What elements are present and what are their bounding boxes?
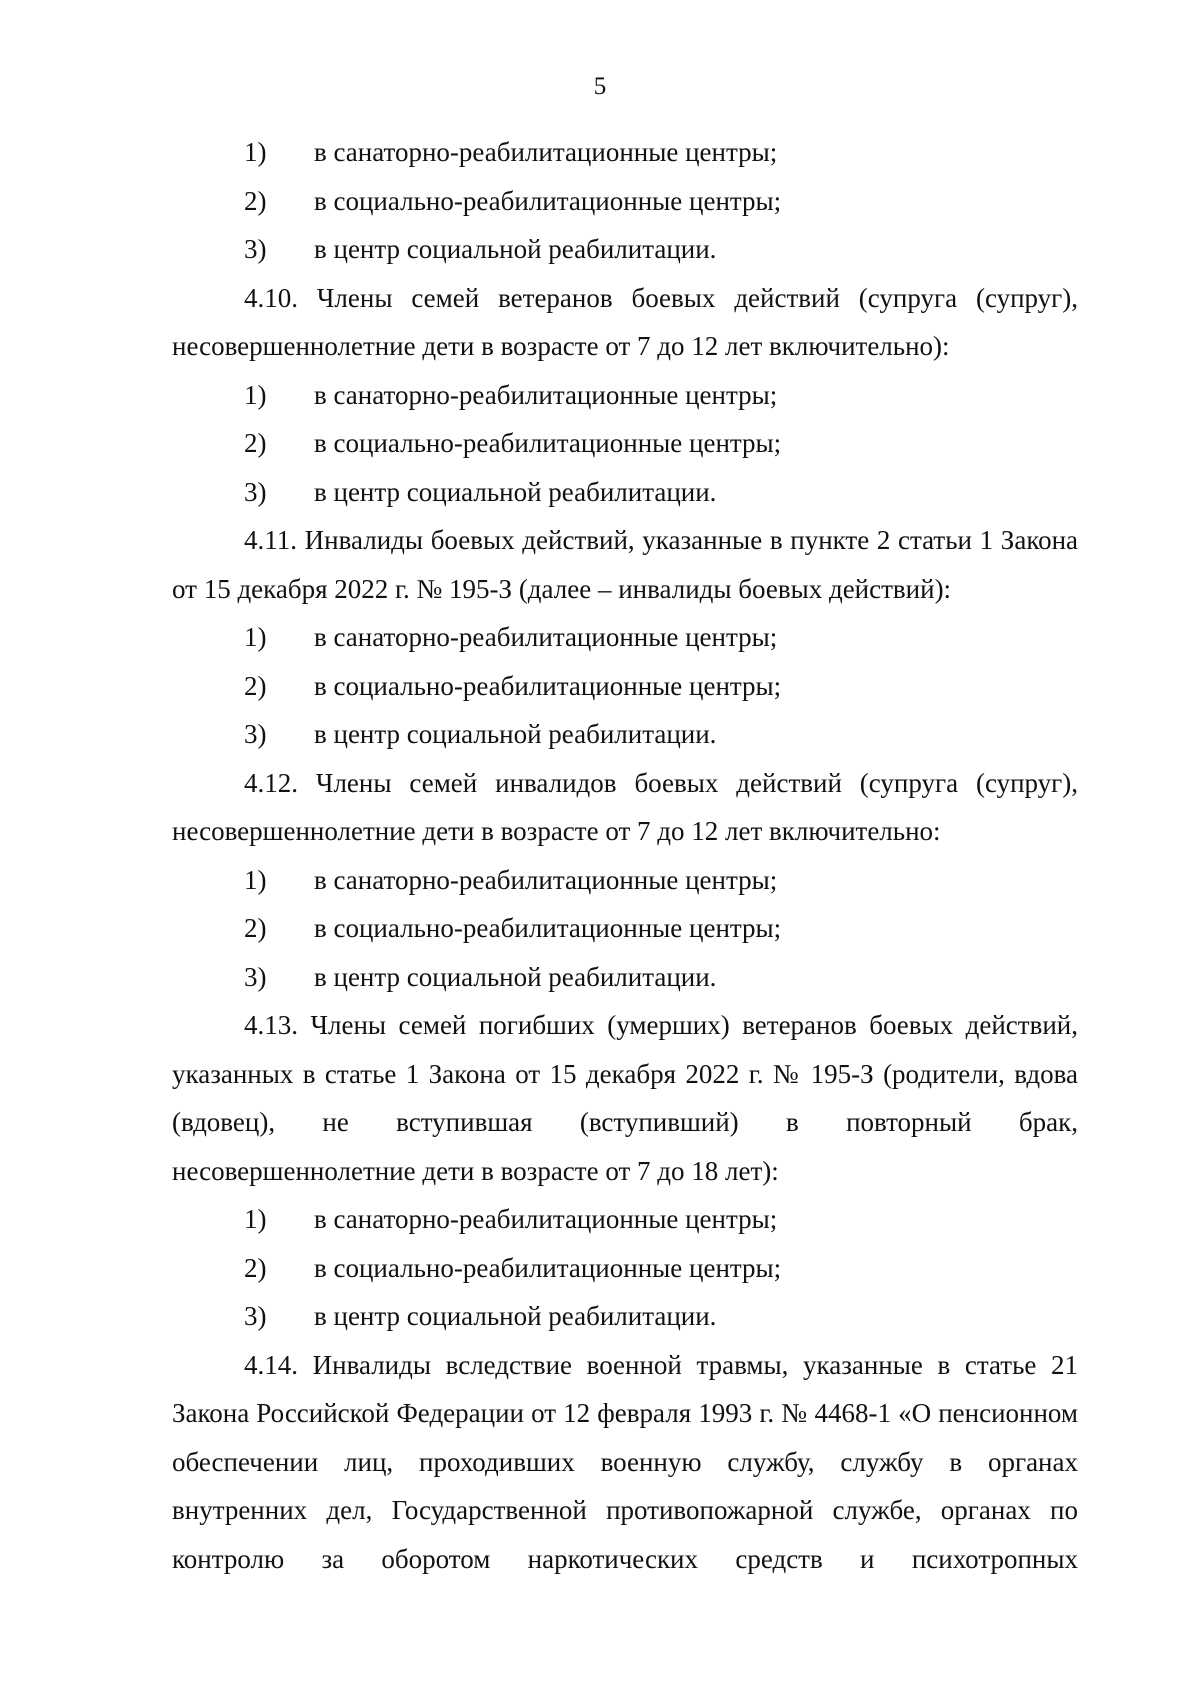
list-item	[172, 953, 1078, 1002]
list-item-text: в социально-реабилитационные центры;	[314, 185, 782, 216]
list-item-number: 1)	[244, 622, 267, 652]
list-item-text: в санаторно-реабилитационные центры;	[314, 864, 778, 895]
list-item-number: 1)	[244, 1204, 267, 1234]
list-item	[172, 128, 1078, 177]
list-item-number: 2)	[244, 185, 267, 216]
list-item-number: 2)	[244, 670, 267, 701]
list-item-number: 3)	[244, 961, 267, 992]
list-item-number: 3)	[244, 234, 267, 264]
list-item-text: в центр социальной реабилитации.	[314, 1301, 717, 1331]
list-item-text: в центр социальной реабилитации.	[314, 234, 717, 264]
paragraph: 4.14. Инвалиды вследствие военной травмы, указанные в статье 21 Закона Российской Федерации от 12 февраля 1993 г. № 4468-1 «О пенсионном обеспечении лиц, проходивших военную службу, службу в органах внутренних дел, Государственной противопожарной службе, органах по контролю за оборотом наркотических средств и психотропных	[172, 1349, 1078, 1574]
paragraph: 4.11. Инвалиды боевых действий, указанные в пункте 2 статьи 1 Закона от 15 декабря 2022 г. № 195-З (далее – инвалиды боевых действий):	[172, 525, 1078, 604]
paragraph: 4.12. Члены семей инвалидов боевых действий (супруга (супруг), несовершеннолетние дети в возрасте от 7 до 12 лет включительно:	[172, 767, 1078, 846]
list-item-number: 1)	[244, 137, 267, 167]
paragraph: 4.10. Члены семей ветеранов боевых действий (супруга (супруг), несовершеннолетние дети в возрасте от 7 до 12 лет включительно):	[172, 282, 1078, 361]
list-item-text: в санаторно-реабилитационные центры;	[314, 622, 778, 652]
list-item	[172, 419, 1078, 468]
list-item	[172, 225, 1078, 274]
list-item-number: 2)	[244, 1252, 267, 1283]
list-item	[172, 1244, 1078, 1293]
list-item-number: 2)	[244, 913, 267, 943]
list-item-text: в социально-реабилитационные центры;	[314, 1252, 782, 1283]
list-item	[172, 710, 1078, 759]
list-item	[172, 904, 1078, 953]
list-item-number: 3)	[244, 719, 267, 749]
page-number: 5	[593, 73, 607, 100]
list-item-text: в санаторно-реабилитационные центры;	[314, 379, 778, 410]
list-item-number: 3)	[244, 1301, 267, 1331]
list-item-text: в центр социальной реабилитации.	[314, 719, 717, 749]
list-item-text: в социально-реабилитационные центры;	[314, 428, 782, 458]
document-body	[172, 128, 1078, 1583]
list-item	[172, 662, 1078, 711]
list-item	[172, 468, 1078, 517]
list-item-text: в центр социальной реабилитации.	[314, 961, 717, 992]
list-item	[172, 1292, 1078, 1341]
list-item	[172, 613, 1078, 662]
list-item-text: в социально-реабилитационные центры;	[314, 670, 782, 701]
list-item	[172, 177, 1078, 226]
list-item	[172, 371, 1078, 420]
list-item-number: 3)	[244, 476, 267, 507]
list-item-number: 1)	[244, 864, 267, 895]
list-item	[172, 856, 1078, 905]
list-item-text: в санаторно-реабилитационные центры;	[314, 1204, 778, 1234]
list-item-number: 1)	[244, 379, 267, 410]
list-item-text: в центр социальной реабилитации.	[314, 476, 717, 507]
list-item	[172, 1195, 1078, 1244]
list-item-number: 2)	[244, 428, 267, 458]
list-item-text: в санаторно-реабилитационные центры;	[314, 137, 778, 167]
list-item-text: в социально-реабилитационные центры;	[314, 913, 782, 943]
paragraph: 4.13. Члены семей погибших (умерших) ветеранов боевых действий, указанных в статье 1 Закона от 15 декабря 2022 г. № 195-З (родители, вдова (вдовец), не вступившая (вступивший) в повторный брак, несовершеннолетние дети в возрасте от 7 до 18 лет):	[172, 1010, 1078, 1186]
